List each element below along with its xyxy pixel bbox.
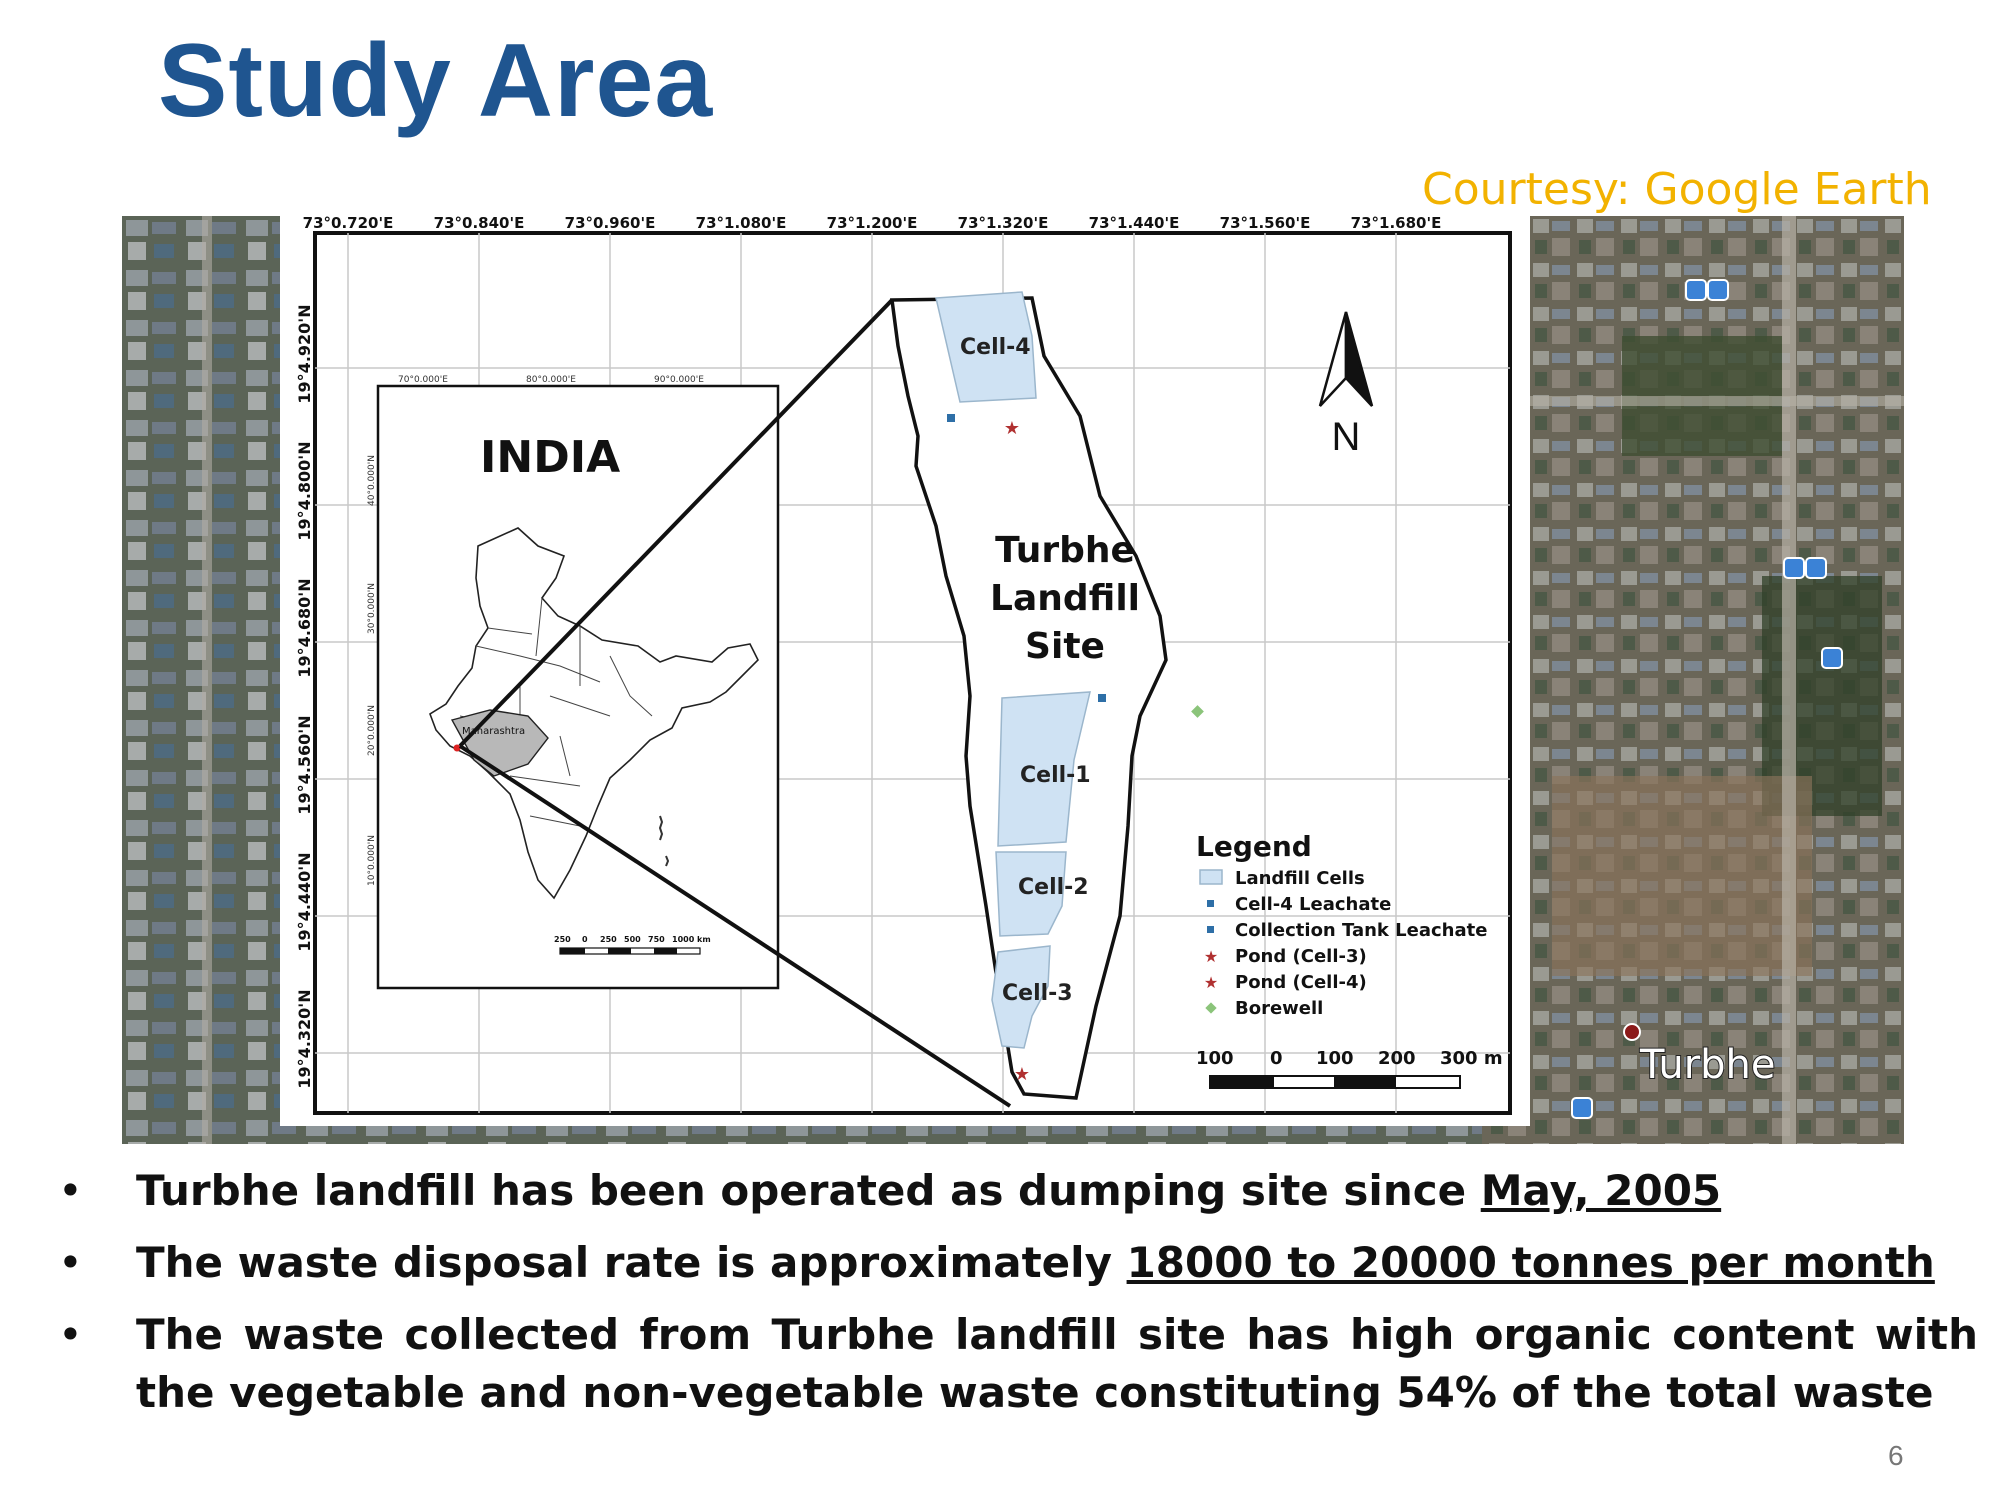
slide-title: Study Area [158, 23, 714, 139]
pond-cell-4-point: ★ [1003, 418, 1021, 438]
inset-lat-label: 40°0.000'N [367, 455, 377, 506]
north-label: N [1331, 415, 1361, 459]
inset-lon-label: 80°0.000'E [526, 375, 576, 385]
inset-lat-label: 10°0.000'N [367, 835, 377, 886]
cell-2-label: Cell-2 [1018, 875, 1089, 900]
turbhe-place-label: Turbhe [1640, 1042, 1776, 1088]
longitude-label: 73°1.440'E [1088, 216, 1180, 232]
inset-scale-label: 250 [554, 935, 571, 944]
legend-label: Borewell [1235, 998, 1324, 1019]
longitude-labels [303, 216, 1442, 232]
maharashtra-label: Maharashtra [462, 726, 526, 737]
site-label-line1: Turbhe [995, 530, 1135, 571]
inset-scale-label: 1000 km [672, 935, 711, 944]
bullet-text: The waste disposal rate is approximately [136, 1238, 1127, 1287]
inset-lon-label: 70°0.000'E [398, 375, 448, 385]
bullet-text: Turbhe landfill has been operated as dumping site since [136, 1166, 1481, 1215]
legend-label: Pond (Cell-3) [1235, 946, 1367, 967]
bullet-emphasis: 18000 to 20000 tonnes per month [1126, 1238, 1935, 1287]
scale-label: 200 [1378, 1048, 1416, 1069]
scale-label: 100 [1196, 1048, 1234, 1069]
latitude-label: 19°4.920'N [295, 304, 314, 404]
latitude-label: 19°4.680'N [295, 578, 314, 678]
longitude-label: 73°1.680'E [1350, 216, 1442, 232]
inset-lat-label: 20°0.000'N [367, 705, 377, 756]
legend-item [1207, 894, 1391, 915]
legend-item [1207, 920, 1487, 941]
latitude-label: 19°4.560'N [295, 715, 314, 815]
inset-scale-label: 500 [624, 935, 641, 944]
cell-4-leachate-point [947, 414, 955, 422]
courtesy-credit: Courtesy: Google Earth [1422, 164, 1932, 215]
legend-label: Pond (Cell-4) [1235, 972, 1367, 993]
inset-lat-label: 30°0.000'N [367, 583, 377, 634]
study-area-map [280, 216, 1530, 1126]
scale-label: 300 m [1440, 1048, 1503, 1069]
cell-3-label: Cell-3 [1002, 981, 1073, 1006]
legend-swatch [1207, 926, 1214, 933]
scale-label: 100 [1316, 1048, 1354, 1069]
collection-tank-leachate-point [1098, 694, 1106, 702]
india-inset [367, 375, 778, 988]
longitude-label: 73°1.560'E [1219, 216, 1311, 232]
longitude-label: 73°0.960'E [564, 216, 656, 232]
bullet-item [58, 1306, 1978, 1422]
legend-label: Cell-4 Leachate [1235, 894, 1392, 915]
cell-1-label: Cell-1 [1020, 763, 1091, 788]
legend-title: Legend [1196, 830, 1312, 863]
bullet-marker: • [58, 1238, 83, 1287]
longitude-label: 73°1.200'E [826, 216, 918, 232]
bullet-list [58, 1162, 1978, 1436]
legend-label: Collection Tank Leachate [1235, 920, 1488, 941]
inset-scale-label: 750 [648, 935, 665, 944]
longitude-label: 73°1.080'E [695, 216, 787, 232]
longitude-label: 73°0.720'E [302, 216, 394, 232]
latitude-label: 19°4.800'N [295, 441, 314, 541]
longitude-label: 73°1.320'E [957, 216, 1049, 232]
latitude-label: 19°4.440'N [295, 852, 314, 952]
inset-lon-label: 90°0.000'E [654, 375, 704, 385]
study-area-map-svg [280, 216, 1530, 1126]
legend-swatch: ★ [1203, 975, 1219, 992]
cell-4-label: Cell-4 [960, 335, 1031, 360]
latitude-label: 19°4.320'N [295, 989, 314, 1089]
inset-scale-label: 0 [582, 935, 588, 944]
bullet-item [58, 1162, 1978, 1220]
bullet-item [58, 1234, 1978, 1292]
page-number: 6 [1888, 1440, 1904, 1471]
pond-cell-3-point: ★ [1013, 1064, 1031, 1084]
bullet-text: The waste collected from Turbhe landfill site has high organic content with the vegetable and non-vegetable waste constituting 54% of the total waste [136, 1310, 1978, 1417]
site-label-line3: Site [1025, 626, 1105, 667]
site-label-line2: Landfill [990, 578, 1140, 619]
bullet-emphasis: May, 2005 [1480, 1166, 1722, 1215]
scale-label: 0 [1270, 1048, 1283, 1069]
inset-scale-bar [560, 948, 700, 954]
bullet-marker: • [58, 1310, 83, 1359]
bullet-marker: • [58, 1166, 83, 1215]
inset-scale-label: 250 [600, 935, 617, 944]
legend-swatch: ★ [1203, 949, 1219, 966]
legend-swatch [1200, 870, 1222, 884]
legend-swatch [1207, 900, 1214, 907]
legend-label: Landfill Cells [1235, 868, 1365, 889]
inset-title: INDIA [480, 432, 621, 483]
longitude-label: 73°0.840'E [433, 216, 525, 232]
